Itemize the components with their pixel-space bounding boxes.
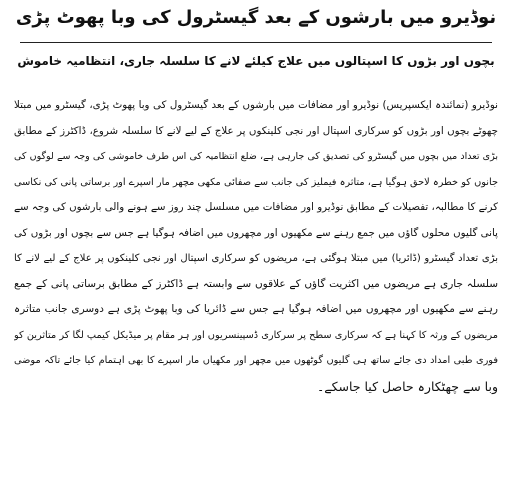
body-line: مریضوں کے ورثہ کا کہنا ہے کہ سرکاری سطح پر سرکاری ڈسپینسریوں اور ہر مقام پر میڈیکل کیمپ لگا کر متاثرین کو: [14, 329, 498, 341]
body-line-last: وبا سے چھٹکارہ حاصل کیا جاسکے۔: [316, 378, 498, 394]
headline-divider: [20, 42, 492, 43]
article-body: [14, 93, 498, 399]
body-line: بڑی تعداد گیسٹرو (ڈائریا) میں مبتلا ہوگئی ہے، مریضوں کو سرکاری اسپتال اور نجی کلینکوں پر علاج کے لیے لانے کا: [14, 253, 498, 264]
subheadline: بچوں اور بڑوں کا اسپتالوں میں علاج کیلئے لانے کا سلسلہ جاری، انتظامیہ خاموش: [17, 54, 495, 68]
body-line: پانی گلیوں محلوں گاؤں میں جمع رہنے سے مکھیوں اور مچھروں میں اضافہ ہوگیا ہے جس سے بچوں اور بڑوں کی: [14, 226, 498, 239]
headline: نوڈیرو میں بارشوں کے بعد گیسٹرول کی وبا پھوٹ پڑی: [15, 7, 497, 28]
body-line: نوڈیرو (نمائندہ ایکسپریس) نوڈیرو اور مضافات میں بارشوں کے بعد گیسٹرول کی وبا پھوٹ پڑی، گیسٹرو میں مبتلا: [14, 99, 498, 111]
body-line: فوری طبی امداد دی جائے ساتھ ہی گلیوں گوٹھوں میں مچھر اور مکھیاں مار اسپرے کا بھی اہتمام کیا جائے تاکہ موضی: [14, 355, 498, 366]
body-line: کرنے کا مطالبہ، تفصیلات کے مطابق نوڈیرو اور مضافات میں مسلسل چند روز سے ہونے والی بارشوں کی وجہ سے: [14, 201, 498, 213]
body-line: سلسلہ جاری ہے مریضوں میں اکثریت گاؤں کے علاقوں سے وابستہ ہے ڈاکٹرز کے مطابق برساتی پانی کے جمع: [14, 277, 498, 290]
body-line: جانوں کو خطرہ لاحق ہوگیا ہے، متاثرہ فیملیز کی جانب سے صفائی مکھی مچھر مار اسپرے اور برساتی پانی کی نکاسی: [14, 176, 498, 188]
body-line: رہنے سے مکھیوں اور مچھروں میں اضافہ ہوگیا ہے جس سے ڈائریا کی وبا پھوٹ پڑی ہے دوسری جانب متاثرہ: [14, 303, 498, 315]
body-line: چھوٹے بچوں اور بڑوں کو سرکاری اسپتال اور نجی کلینکوں پر علاج کے لیے لانے کا سلسلہ شروع، ڈاکٹرز کے مطابق: [14, 124, 498, 137]
body-line: بڑی تعداد میں بچوں میں گیسٹرو کی تصدیق کی جارہی ہے، ضلع انتظامیہ کی اس طرف خاموشی کی وجہ سے لوگوں کی: [14, 151, 498, 162]
